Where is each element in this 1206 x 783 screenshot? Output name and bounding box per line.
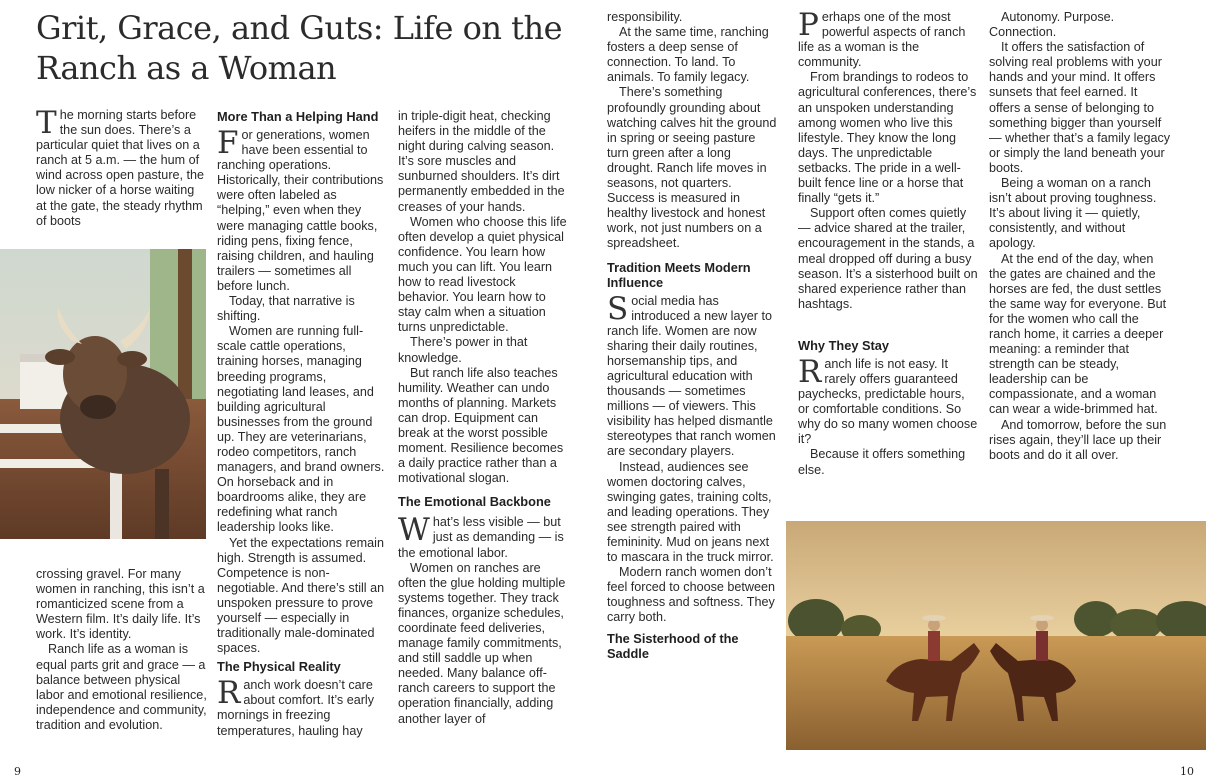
- paragraph: But ranch life also teaches humility. Weather can undo months of planning. Markets can drop. Equipment can break at the worst possible moment. Resilience becomes a daily practice rather than a motivational slogan.: [398, 365, 564, 486]
- article-title: Grit, Grace, and Guts: Life on the Ranch as a Woman: [36, 9, 563, 87]
- paragraph: crossing gravel. For many women in ranching, this isn’t a romanticized scene from a Western film. It’s daily life. It’s work. It’s identity.: [36, 567, 205, 642]
- paragraph: What’s less visible — but just as demanding — is the emotional labor.: [398, 512, 564, 560]
- column-4: [607, 10, 779, 665]
- paragraph: Support often comes quietly — advice shared at the trailer, encouragement in the stands, a meal dropped off during a busy season. It’s a sisterhood built on shared experience rather than hashtags.: [798, 206, 978, 311]
- section-heading: Tradition Meets Modern Influence: [607, 259, 751, 290]
- column-1-top: [36, 105, 208, 229]
- section-heading: More Than a Helping Hand: [217, 109, 379, 124]
- paragraph: Because it offers something else.: [798, 447, 966, 477]
- photo-cow-at-fence: [0, 249, 206, 539]
- riders-image: [786, 521, 1206, 750]
- paragraph: Women on ranches are often the glue holding multiple systems together. They track finances, organize schedules, coordinate feed deliveries, manage family commitments, and still saddle up when needed. Many balance off-ranch careers to support the operation financially, adding another layer of: [398, 560, 566, 726]
- paragraph: There’s power in that knowledge.: [398, 335, 528, 365]
- paragraph: From brandings to rodeos to agricultural conferences, there’s an unspoken understanding among women who live this lifestyle. They know the long days. The unpredictable setbacks. The pride in a well-built fence line or a horse that finally “gets it.”: [798, 70, 977, 206]
- photo-two-women-on-horseback: [786, 521, 1206, 750]
- paragraph: Being a woman on a ranch isn’t about proving toughness. It’s about living it — quietly, consistently, and without apology.: [989, 176, 1157, 251]
- column-2: [217, 109, 387, 739]
- column-6: [989, 10, 1171, 463]
- column-1-bottom: [36, 567, 208, 733]
- paragraph: It offers the satisfaction of solving real problems with your hands and your mind. It offers sunsets that feel earned. It offers a sense of belonging to something bigger than yourself — whether that’s a family legacy or simply the land beneath your boots.: [989, 40, 1171, 175]
- paragraph: At the end of the day, when the gates are chained and the horses are fed, the dust settles the same way for everyone. But for the women who call the ranch home, it carries a deeper meaning: a reminder that strength can be steady, leadership can be compassionate, and a woman can wear a wide-brimmed hat.: [989, 251, 1167, 417]
- paragraph: Yet the expectations remain high. Strength is assumed. Competence is non-negotiable. And there’s still an unspoken pressure to prove yourself — especially in traditionally male-dominated spaces.: [217, 535, 385, 656]
- paragraph: Autonomy. Purpose. Connection.: [989, 10, 1115, 40]
- paragraph: Instead, audiences see women doctoring calves, swinging gates, training colts, and leading operations. They see strength paired with femininity. Mud on jeans next to mascara in the truck mirror.: [607, 459, 774, 565]
- paragraph: At the same time, ranching fosters a deep sense of connection. To land. To animals. To family legacy.: [607, 25, 769, 85]
- paragraph: Perhaps one of the most powerful aspects of ranch life as a woman is the community.: [798, 7, 966, 70]
- section-heading: Why They Stay: [798, 337, 890, 353]
- section-heading: The Emotional Backbone: [398, 494, 551, 510]
- paragraph: There’s something profoundly grounding about watching calves hit the ground in spring or seeing pasture turn green after a long drought. Ranch life moves in seasons, not quarters. Success is measured in healthy livestock and honest work, not just numbers on a spreadsheet.: [607, 85, 777, 251]
- paragraph: Ranch life is not easy. It rarely offers guaranteed paychecks, predictable hours, or comfortable conditions. So why do so many women choose it?: [798, 353, 978, 447]
- paragraph: Women who choose this life often develop a quiet physical confidence. You learn how much you can lift. You learn how to read livestock behavior. You learn how to stay calm when a situation turns unpredictable.: [398, 214, 567, 335]
- drop-cap: S: [607, 290, 629, 327]
- paragraph: Modern ranch women don’t feel forced to choose between toughness and softness. They carry both.: [607, 565, 776, 625]
- paragraph: Ranch work doesn’t care about comfort. It’s early mornings in freezing temperatures, hauling hay: [217, 675, 375, 738]
- paragraph: For generations, women have been essential to ranching operations. Historically, their contributions were often labeled as “helping,” even when they were managing cattle books, riding pens, fixing fence, raising children, and hauling trailers — sometimes all before lunch.: [217, 125, 384, 293]
- paragraph: Ranch life as a woman is equal parts grit and grace — a balance between physical labor and emotional resilience, independence and community, tradition and evolution.: [36, 642, 207, 732]
- section-heading: The Physical Reality: [217, 659, 341, 675]
- page-number-left: 9: [14, 765, 21, 778]
- page-number-right: 10: [1180, 765, 1194, 778]
- section-heading: The Sisterhood of the Saddle: [607, 630, 739, 661]
- drop-cap: F: [217, 125, 239, 161]
- paragraph: Women are running full-scale cattle operations, training horses, managing breeding programs, negotiating land leases, and building agricultural businesses from the ground up. They are veterinarians, rodeo competitors, ranch managers, and brand owners. On horseback and in boardrooms alike, they are redefining what ranch leadership looks like.: [217, 324, 385, 535]
- paragraph: And tomorrow, before the sun rises again, they’ll lace up their boots and do it all over.: [989, 417, 1167, 462]
- column-5: [798, 7, 978, 478]
- column-3: [398, 109, 568, 727]
- paragraph: responsibility.: [607, 10, 683, 24]
- drop-cap: T: [36, 105, 57, 141]
- intro-paragraph: The morning starts before the sun does. There’s a particular quiet that lives on a ranch at 5 a.m. — the hum of wind across open pasture, the low nicker of a horse waiting at the gate, the steady rhythm of boots: [36, 105, 205, 228]
- cow-image: [0, 249, 206, 539]
- drop-cap: P: [798, 7, 819, 43]
- drop-cap: R: [798, 353, 822, 390]
- paragraph: Social media has introduced a new layer to ranch life. Women are now sharing their daily routines, horsemanship tips, and agricultural education with thousands — sometimes millions — of viewers. This visibility has helped dismantle stereotypes that ranch women are secondary players.: [607, 290, 776, 459]
- paragraph: in triple-digit heat, checking heifers in the middle of the night during calving season. It’s sore muscles and sunburned shoulders. It’s dirt permanently embedded in the creases of your hands.: [398, 109, 565, 214]
- drop-cap: R: [217, 675, 241, 712]
- paragraph: Today, that narrative is shifting.: [217, 294, 355, 324]
- drop-cap: W: [398, 512, 430, 549]
